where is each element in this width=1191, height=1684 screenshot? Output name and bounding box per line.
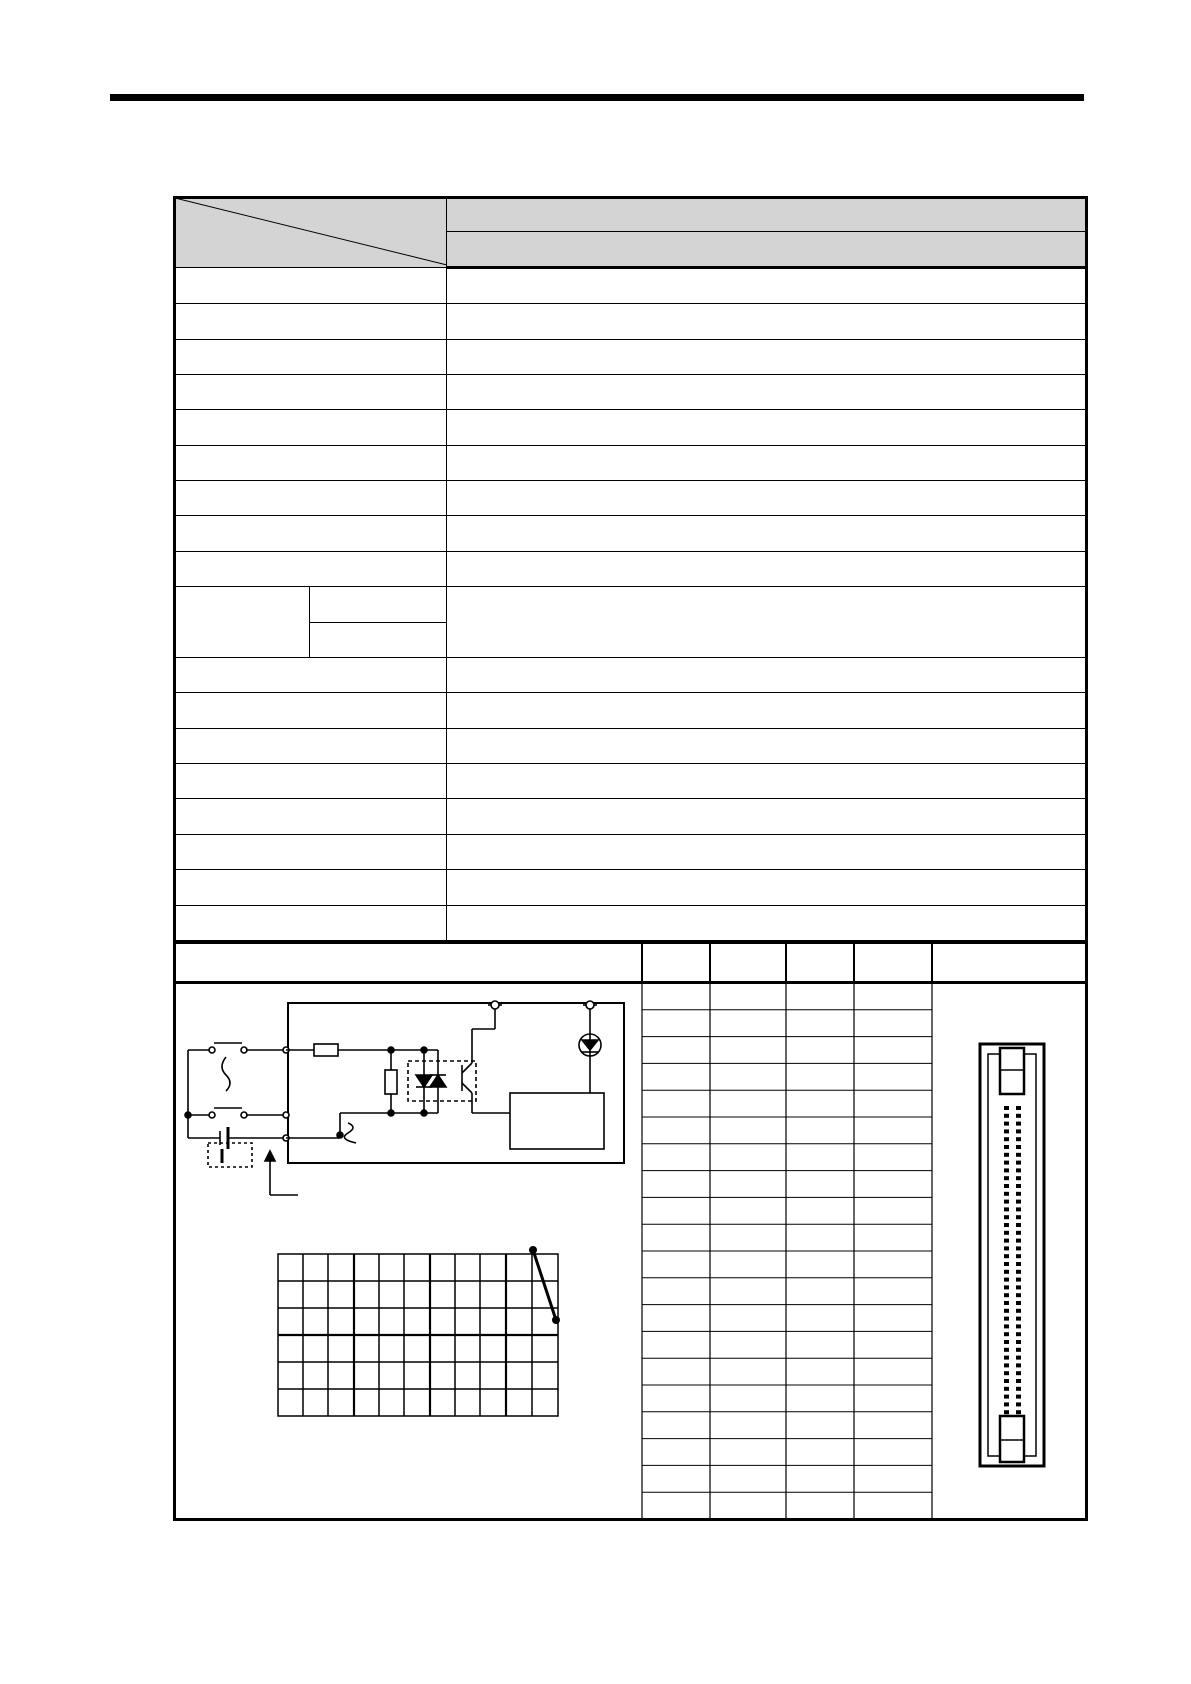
pin-header-3 — [786, 943, 854, 983]
connector-pin — [1004, 1356, 1009, 1360]
pin-header-2 — [710, 943, 786, 983]
spec-row-value — [447, 339, 1088, 374]
connector-pin — [1004, 1239, 1009, 1243]
connector-pin — [1004, 1192, 1009, 1196]
spec-row — [175, 728, 1088, 763]
spec-split-sub-label-2 — [310, 622, 447, 657]
connector-pin — [1004, 1223, 1009, 1227]
spec-row-value — [447, 445, 1088, 480]
spec-row — [175, 799, 1088, 834]
spec-row-value — [447, 834, 1088, 869]
pin-header-4 — [854, 943, 932, 983]
connector-pin — [1004, 1106, 1009, 1110]
spec-row — [175, 481, 1088, 516]
spec-row-label — [175, 905, 447, 941]
connector-pin — [1016, 1239, 1021, 1243]
spec-split-label — [175, 587, 310, 658]
connector-pin — [1004, 1122, 1009, 1126]
spec-row-value — [447, 410, 1088, 445]
spec-row-label — [175, 728, 447, 763]
spec-row-label — [175, 267, 447, 303]
connector-pin — [1016, 1387, 1021, 1391]
spec-row-value — [447, 905, 1088, 941]
connector-pin — [1004, 1114, 1009, 1118]
spec-row-label — [175, 445, 447, 480]
spec-row-label — [175, 481, 447, 516]
spec-row — [175, 657, 1088, 692]
spec-row-label — [175, 693, 447, 728]
connector-pin — [1016, 1301, 1021, 1305]
connector-pin — [1004, 1379, 1009, 1383]
spec-row-value — [447, 267, 1088, 303]
spec-row-label — [175, 764, 447, 799]
spec-row-value — [447, 304, 1088, 339]
spec-row-label — [175, 834, 447, 869]
spec-row — [175, 339, 1088, 374]
connector-pin — [1016, 1122, 1021, 1126]
spec-row-value — [447, 481, 1088, 516]
spec-row-label — [175, 339, 447, 374]
connector-pin — [1016, 1184, 1021, 1188]
spec-header-row-1 — [175, 198, 1088, 232]
connector-pin — [1004, 1184, 1009, 1188]
spec-row-value — [447, 516, 1088, 551]
spec-row-value — [447, 764, 1088, 799]
connector-pin — [1004, 1176, 1009, 1180]
connector-pin — [1004, 1309, 1009, 1313]
connector-pin — [1004, 1153, 1009, 1157]
spec-row — [175, 445, 1088, 480]
spec-split-value — [447, 587, 1088, 658]
spec-row-value — [447, 374, 1088, 409]
derating-chart-icon — [270, 1240, 570, 1420]
spec-row-label — [175, 304, 447, 339]
connector-pin — [1016, 1161, 1021, 1165]
connector-pin — [1004, 1161, 1009, 1165]
spec-row — [175, 834, 1088, 869]
spec-header-title-1 — [447, 198, 1088, 232]
spec-row-value — [447, 551, 1088, 586]
connector-pin — [1004, 1293, 1009, 1297]
connector-pin — [1004, 1395, 1009, 1399]
circuit-diagram-icon — [180, 995, 640, 1215]
connector-pin — [1016, 1402, 1021, 1406]
spec-row — [175, 267, 1088, 303]
circuit-heading — [174, 943, 642, 983]
header-rule — [110, 94, 1084, 101]
connector-pin — [1004, 1200, 1009, 1204]
connector-pin — [1016, 1309, 1021, 1313]
connector-pin — [1004, 1324, 1009, 1328]
connector-pin — [1016, 1270, 1021, 1274]
connector-pin — [1004, 1246, 1009, 1250]
connector-pin — [1016, 1340, 1021, 1344]
pin-header-1 — [642, 943, 710, 983]
connector-pin — [1016, 1410, 1021, 1414]
spec-row-label — [175, 870, 447, 905]
connector-pin — [1016, 1324, 1021, 1328]
connector-pin — [1004, 1387, 1009, 1391]
spec-row — [175, 764, 1088, 799]
connector-pin — [1004, 1278, 1009, 1282]
connector-pin — [1004, 1332, 1009, 1336]
spec-row-label — [175, 799, 447, 834]
connector-pin — [1016, 1262, 1021, 1266]
connector-pin — [1016, 1278, 1021, 1282]
connector-pin — [1016, 1246, 1021, 1250]
connector-pin — [1004, 1168, 1009, 1172]
spec-row — [175, 870, 1088, 905]
spec-row — [175, 905, 1088, 941]
connector-pin — [1004, 1207, 1009, 1211]
spec-row-label — [175, 374, 447, 409]
connector-pin — [1016, 1379, 1021, 1383]
connector-pin — [1004, 1270, 1009, 1274]
connector-pin — [1016, 1192, 1021, 1196]
connector-pin — [1004, 1145, 1009, 1149]
connector-pin — [1016, 1215, 1021, 1219]
spec-row — [175, 374, 1088, 409]
spec-split-row — [175, 587, 1088, 622]
connector-pin — [1016, 1223, 1021, 1227]
connector-pin — [1004, 1215, 1009, 1219]
connector-pin — [1016, 1168, 1021, 1172]
spec-row-value — [447, 693, 1088, 728]
connector-pin — [1016, 1348, 1021, 1352]
connector-pin — [1016, 1293, 1021, 1297]
connector-pin — [1004, 1340, 1009, 1344]
connector-pin — [1016, 1200, 1021, 1204]
connector-pin — [1016, 1395, 1021, 1399]
spec-row-label — [175, 657, 447, 692]
connector-pin — [1004, 1348, 1009, 1352]
connector-pin — [1004, 1371, 1009, 1375]
connector-pin — [1016, 1114, 1021, 1118]
spec-row — [175, 410, 1088, 445]
spec-row — [175, 304, 1088, 339]
connector-pin — [1016, 1371, 1021, 1375]
spec-split-sub-label-1 — [310, 587, 447, 622]
spec-row — [175, 551, 1088, 586]
diagonal-divider-icon — [175, 198, 447, 265]
connector-pin — [1016, 1137, 1021, 1141]
spec-row-label — [175, 410, 447, 445]
spec-row-label — [175, 516, 447, 551]
connector-pin — [1004, 1285, 1009, 1289]
spec-header-corner — [175, 198, 447, 268]
connector-pin — [1016, 1207, 1021, 1211]
connector-pin — [1016, 1153, 1021, 1157]
spec-row-value — [447, 870, 1088, 905]
spec-table — [174, 197, 1088, 941]
spec-row — [175, 693, 1088, 728]
connector-pinout-icon — [978, 1040, 1050, 1470]
connector-pin — [1016, 1145, 1021, 1149]
connector-pin — [1004, 1317, 1009, 1321]
connector-pin — [1016, 1317, 1021, 1321]
pin-header-5 — [932, 943, 1086, 983]
spec-row-value — [447, 799, 1088, 834]
connector-pin — [1016, 1363, 1021, 1367]
connector-pin — [1016, 1106, 1021, 1110]
connector-pin — [1004, 1129, 1009, 1133]
connector-pin — [1016, 1176, 1021, 1180]
connector-pin — [1016, 1231, 1021, 1235]
connector-pin — [1016, 1356, 1021, 1360]
connector-pin — [1016, 1254, 1021, 1258]
spec-row — [175, 516, 1088, 551]
connector-pin — [1004, 1231, 1009, 1235]
connector-pin — [1004, 1363, 1009, 1367]
connector-pin — [1004, 1137, 1009, 1141]
spec-row-label — [175, 551, 447, 586]
connector-pin — [1004, 1410, 1009, 1414]
connector-pin — [1016, 1129, 1021, 1133]
spec-header-title-2 — [447, 232, 1088, 267]
connector-pin — [1004, 1301, 1009, 1305]
connector-pin — [1004, 1402, 1009, 1406]
connector-pin — [1016, 1332, 1021, 1336]
connector-pin — [1004, 1262, 1009, 1266]
connector-pin — [1016, 1285, 1021, 1289]
spec-row-value — [447, 728, 1088, 763]
connector-pin — [1004, 1254, 1009, 1258]
spec-row-value — [447, 657, 1088, 692]
